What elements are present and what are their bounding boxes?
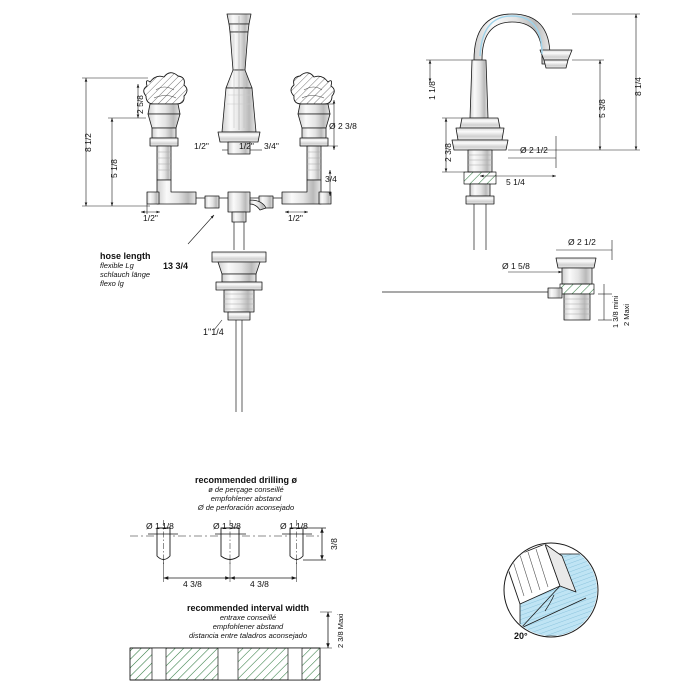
interval-title-es: distancia entre taladros aconsejado: [189, 631, 307, 641]
dim-total-height: 8 1/4: [633, 77, 643, 96]
dim-spout-center-half: 1/2": [239, 141, 254, 151]
dim-spout-left: 1/2": [194, 141, 209, 151]
dim-valve-body-diameter: Ø 1 5/8: [502, 261, 530, 271]
dim-spout-height: 5 3/8: [597, 99, 607, 118]
angle-label: 20°: [514, 631, 528, 641]
dim-hole-right: Ø 1 1/8: [280, 521, 308, 531]
hose-length-label-de: schlauch länge: [100, 270, 151, 280]
interval-title-en: recommended interval width: [186, 603, 310, 613]
drilling-title-es: Ø de perforación aconsejado: [197, 503, 295, 513]
dim-hole-left: Ø 1 1/8: [146, 521, 174, 531]
dim-tailpiece: 1"1/4: [203, 327, 224, 337]
dim-thread-right: 3/4: [325, 174, 337, 184]
dim-spout-right: 3/4": [264, 141, 279, 151]
hose-length-label-es: flexo lg: [100, 279, 124, 289]
hose-length-value: 13 3/4: [163, 261, 189, 271]
interval-title-de: empfohlener abstand: [212, 622, 284, 632]
dim-diameter-top: Ø 2 3/8: [329, 121, 357, 131]
dim-max-thickness: 2 Maxi: [622, 303, 631, 326]
hose-length-label-fr: flexible Lg: [100, 261, 134, 271]
interval-title-fr: entraxe conseillé: [219, 613, 277, 623]
dim-body-height: 5 1/8: [109, 159, 119, 178]
dim-overall-height: 8 1/2: [83, 133, 93, 152]
dim-spacing-right: 4 3/8: [250, 579, 269, 589]
dim-base-to-spout: 1 1/8: [427, 81, 437, 100]
dim-base-diameter: Ø 2 1/2: [520, 145, 548, 155]
dim-hole-center: Ø 1 3/8: [213, 521, 241, 531]
drilling-title-en: recommended drilling ø: [194, 475, 297, 485]
hose-length-label-en: hose length: [100, 251, 151, 261]
dim-spacing-left: 4 3/8: [183, 579, 202, 589]
hose-length-callout: [100, 251, 151, 289]
drilling-title-fr: ø de perçage conseillé: [208, 485, 284, 495]
dim-max-countertop: 2 3/8 Maxi: [336, 613, 345, 648]
dim-base-height: 2 3/8: [443, 143, 453, 162]
drilling-title-de: empfohlener abstand: [210, 494, 282, 504]
dim-handle-height: 2 5/8: [135, 95, 145, 114]
drilling-title-block: [166, 475, 326, 513]
dim-inlet-left: 1/2": [143, 213, 158, 223]
dim-edge: 3/8: [329, 538, 339, 550]
dim-inlet-right: 1/2": [288, 213, 303, 223]
interval-title-block: [158, 603, 338, 641]
dim-valve-top-diameter: Ø 2 1/2: [568, 237, 596, 247]
dim-reach: 5 1/4: [506, 177, 525, 187]
dim-min-thickness: 1 3/8 mini: [611, 295, 620, 328]
